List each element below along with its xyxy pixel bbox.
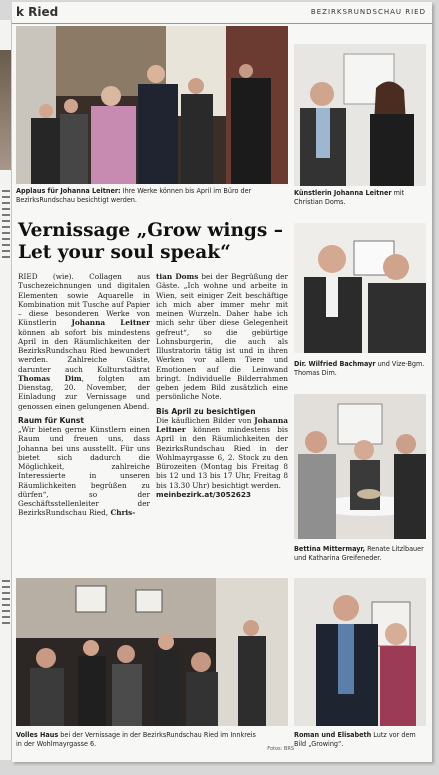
page-header (12, 2, 432, 24)
newspaper-page (12, 2, 432, 762)
caption-bachmayr-dim: Dir. Wilfried Bachmayr und Vize-Bgm. Thomas Dim. (294, 359, 425, 377)
photo-bachmayr-dim (294, 223, 426, 353)
paragraph: RIED (wie). Collagen aus Tuschezeichnungen und digitalen Elementen sowie Aquarelle in Kombination mit Tusche auf Papier – diese besonderen Werke von Künstlerin Johanna Leitner können ab sofort bis mindestens April in den Räumlichkeiten der BezirksRundschau Ried bewundert werden. Zahlreiche Gäste, darunter auch Kulturstadtrat Thomas Dim, folgten am Dienstag, 20. November, der Einladung zur Vernissage und genossen einen gelungenen Abend. (18, 272, 150, 411)
caption-applause: Applaus für Johanna Leitner: Ihre Werke können bis April im Büro der BezirksRundschau besichtigt werden. (16, 186, 252, 204)
photo-full-house (16, 578, 288, 726)
adjacent-page-edge (0, 20, 12, 760)
paragraph: Die käuflichen Bilder von Johanna Leitner können mindestens bis April in den Räumlichkeiten der BezirksRundschau Ried in der Wohlmayrgasse 6, 2. Stock zu den Bürozeiten (Montag bis Freitag 8 bis 12 und 13 bis 17 Uhr, Freitag 8 bis 13.30 Uhr) besichtigt werden. (156, 415, 288, 490)
paragraph: „Wir bieten gerne Künstlern einen Raum und freuen uns, dass Johanna bei uns ausstellt. Für uns bietet sich dadurch die Möglichkeit, zahlreiche Interessierte in unseren Räumlichkeiten begrüßen zu dürfen“, so der Geschäftsstellenleiter der BezirksRundschau Ried, Chris- (18, 425, 150, 518)
photo-lutz-couple (294, 578, 426, 726)
photo-artist-with-doms (294, 44, 426, 186)
article-headline: Vernissage „Grow wings – Let your soul speak“ (18, 220, 283, 263)
caption-artist-with-doms: Künstlerin Johanna Leitner mit Christian Doms. (294, 188, 405, 206)
photo-applause (16, 26, 288, 184)
subheading-raum-fuer-kunst: Raum für Kunst (18, 415, 84, 425)
article-link[interactable]: meinbezirk.at/3052623 (156, 489, 252, 499)
article-column-1 (18, 272, 150, 518)
subheading-bis-april: Bis April zu besichtigen (156, 406, 256, 416)
paragraph: tian Doms bei der Begrüßung der Gäste. „Ich wohne und arbeite in Wien, seit einiger Zeit beschäftige ich mich aber immer mehr mit meinen Wurzeln. Daher habe ich mich sehr über diese Gelegenheit gefreut“, so die gebürtige Lohnsburgerin, die auch als Illustratorin tätig ist und in ihren Werken vor allem Tiere und Emotionen auf die Leinwand bringt. Individuelle Bilderrahmen geben jedem Bild zusätzlich eine persönliche Note. (156, 272, 288, 402)
caption-lutz-couple: Roman und Elisabeth Lutz vor dem Bild „Growing“. (294, 730, 416, 748)
photo-three-women (294, 394, 426, 539)
caption-full-house: Volles Haus bei der Vernissage in der BezirksRundschau Ried im Innkreis in der Wohlmayrgasse 6. (16, 730, 256, 748)
caption-three-women: Bettina Mittermayr, Renate Litzlbauer und Katharina Greifeneder. (294, 544, 424, 562)
region-label: k Ried (16, 5, 59, 19)
article-column-2 (156, 272, 288, 499)
newspaper-name: BEZIRKSRUNDSCHAU RIED (310, 8, 426, 16)
photo-credit: Fotos: BRS (267, 746, 294, 752)
